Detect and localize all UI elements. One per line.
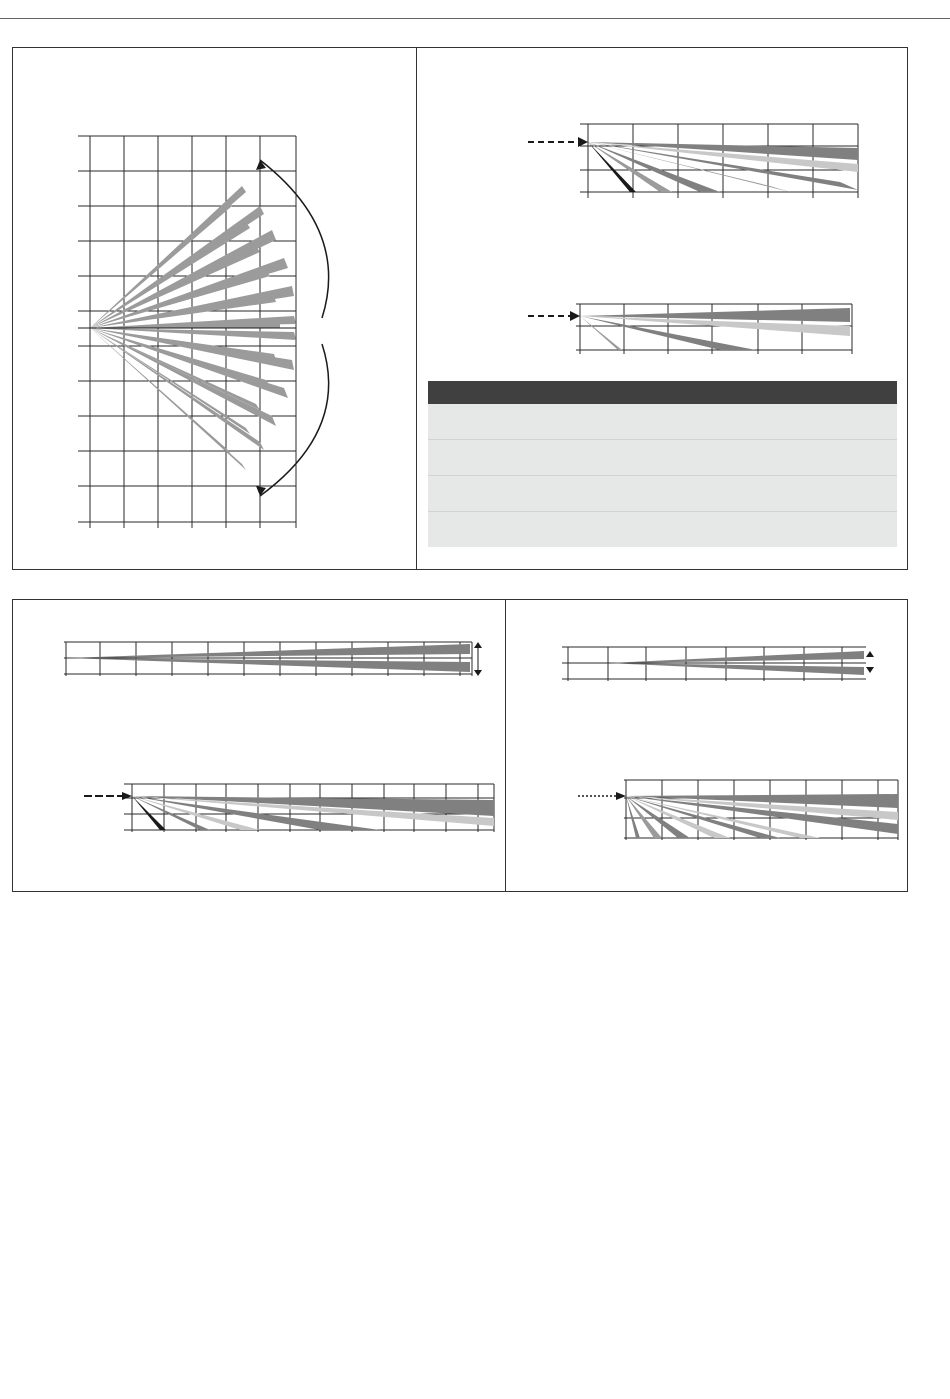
- page-top-rule: [0, 18, 950, 19]
- table-row: [428, 512, 897, 547]
- table-row: [428, 476, 897, 512]
- arrow-right-icon: [616, 792, 626, 800]
- wide-left-zones: [132, 796, 494, 830]
- zone-band: [580, 316, 622, 350]
- arrow-right-icon: [122, 792, 132, 800]
- upper-frame-divider: [416, 47, 417, 570]
- zone-band: [626, 796, 640, 838]
- arc-arrowhead-top: [256, 160, 266, 170]
- top-view-coverage-diagram: [60, 130, 340, 535]
- side-view-diagram-2: [520, 300, 865, 360]
- lens-spec-table: [428, 381, 897, 547]
- side-view-diagram-1: [520, 120, 865, 205]
- arrow-right-icon: [570, 311, 580, 321]
- zone-band: [580, 308, 850, 322]
- arrow-up-icon: [474, 642, 482, 648]
- wide-right-zones: [626, 794, 898, 838]
- wide-side-view-left: [80, 780, 500, 836]
- zone-fan: [90, 258, 288, 328]
- arrow-up-icon: [866, 651, 874, 657]
- arrow-down-icon: [474, 670, 482, 676]
- long-range-side-view-right: [560, 643, 880, 685]
- long-range-right-grid: [562, 647, 866, 681]
- arrow-down-icon: [866, 667, 874, 673]
- lower-frame-divider: [505, 599, 506, 892]
- table-row: [428, 404, 897, 440]
- wide-side-view-right: [570, 776, 905, 846]
- zone-band: [66, 644, 470, 658]
- arc-arrowhead-bottom: [256, 486, 266, 496]
- side-view-2-zones: [580, 308, 850, 350]
- table-row: [428, 440, 897, 476]
- zone-band: [66, 658, 470, 672]
- long-range-side-view: [60, 638, 490, 680]
- table-header: [428, 381, 897, 404]
- zone-fan: [90, 206, 264, 328]
- zone-fan: [90, 328, 288, 398]
